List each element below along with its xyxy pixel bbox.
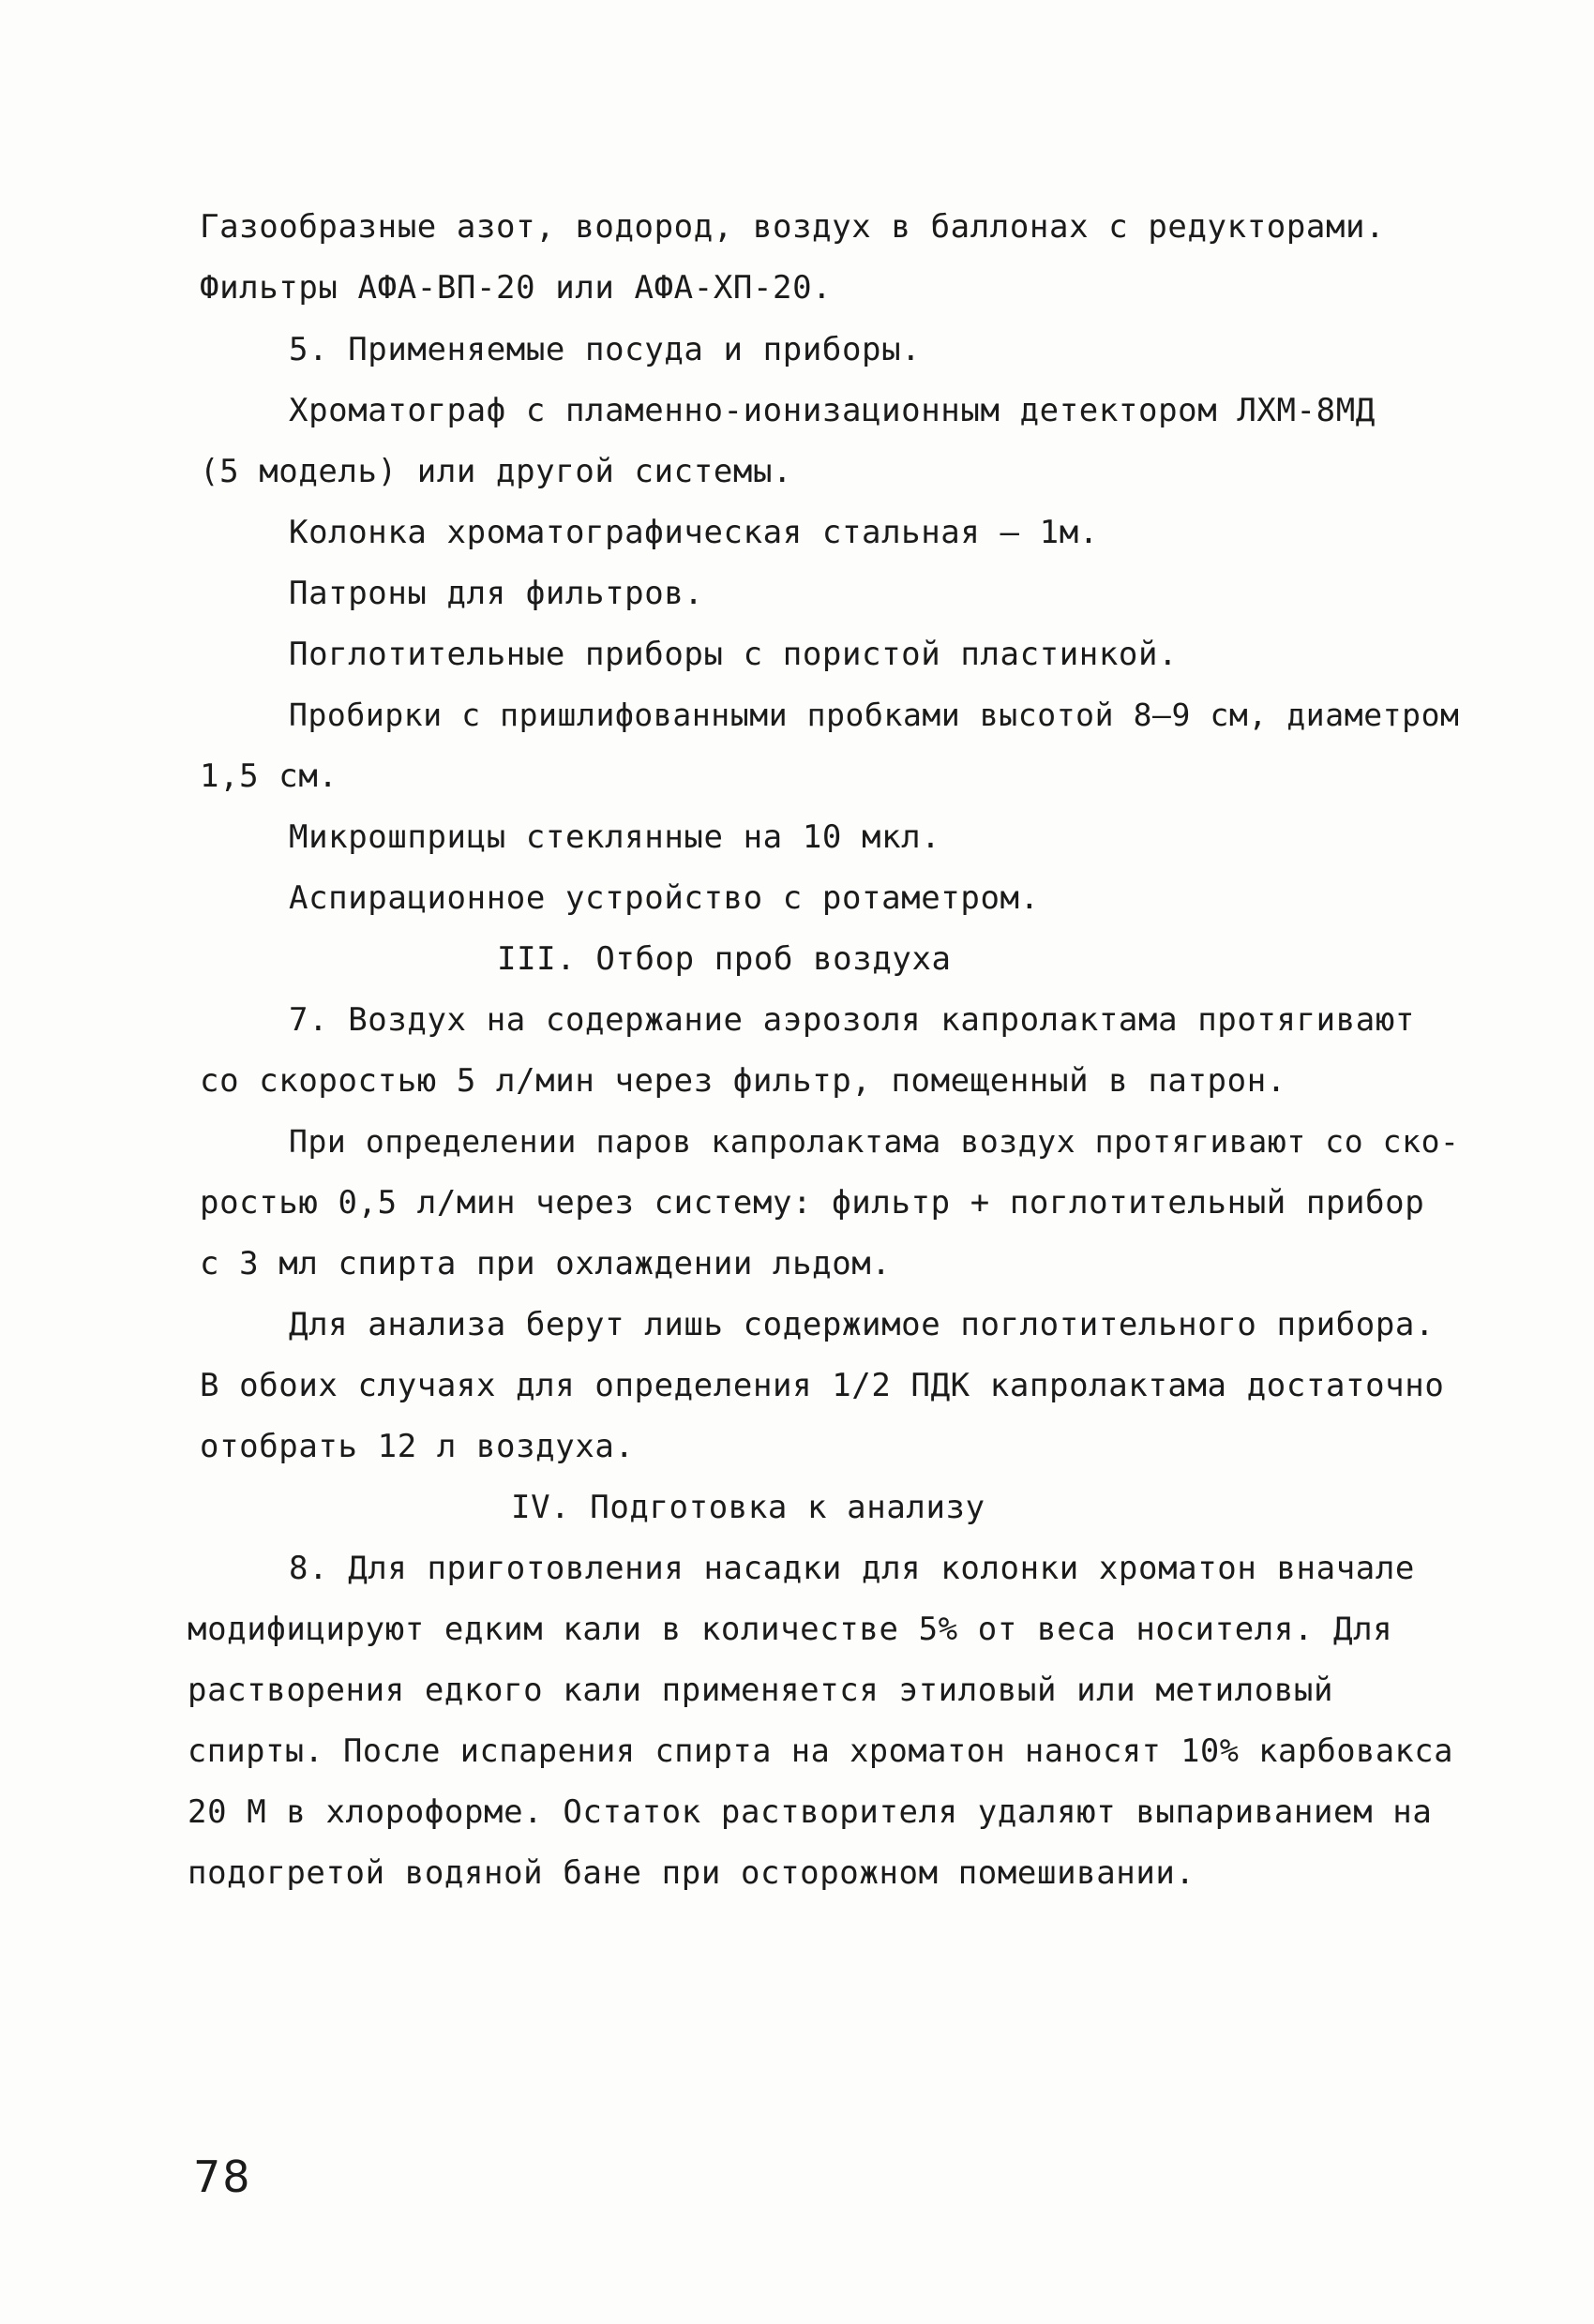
text-line-1: Газообразные азот, водород, воздух в баллонах с редукторами.: [200, 208, 1386, 246]
text-line-28: подогретой водяной бане при осторожном помешивании.: [188, 1854, 1196, 1892]
text-line-14: 7. Воздух на содержание аэрозоля капролактама протягивают: [289, 1001, 1415, 1039]
text-line-26: спирты. После испарения спирта на хроматон наносят 10% карбовакса: [188, 1732, 1453, 1769]
text-line-4: Хроматограф с пламенно-ионизационным детектором ЛХМ-8МД: [289, 392, 1376, 429]
text-line-21: отобрать 12 л воздуха.: [200, 1428, 635, 1465]
text-line-19: Для анализа берут лишь содержимое поглотительного прибора.: [289, 1306, 1436, 1343]
section-3-heading: III. Отбор проб воздуха: [497, 940, 952, 978]
text-line-6: Колонка хроматографическая стальная – 1м.: [289, 514, 1099, 551]
text-line-15: со скоростью 5 л/мин через фильтр, помещенный в патрон.: [200, 1062, 1286, 1100]
text-line-8: Поглотительные приборы с пористой пластинкой.: [289, 636, 1179, 673]
text-line-12: Аспирационное устройство с ротаметром.: [289, 879, 1040, 917]
text-line-23: 8. Для приготовления насадки для колонки хроматон вначале: [289, 1550, 1415, 1587]
section-4-heading: IV. Подготовка к анализу: [511, 1489, 985, 1526]
text-line-9: Пробирки с пришлифованными пробками высотой 8–9 см, диаметром: [289, 697, 1460, 733]
section-5-heading: 5. Применяемые посуда и приборы.: [289, 331, 922, 368]
text-line-16: При определении паров капролактама воздух протягивают со ско-: [289, 1123, 1460, 1160]
text-line-17: ростью 0,5 л/мин через систему: фильтр + поглотительный прибор: [200, 1184, 1425, 1222]
text-line-2: Фильтры АФА-ВП-20 или АФА-ХП-20.: [200, 269, 833, 307]
text-line-25: растворения едкого кали применяется этиловый или метиловый: [188, 1672, 1334, 1709]
text-line-11: Микрошприцы стеклянные на 10 мкл.: [289, 818, 941, 856]
text-line-10: 1,5 см.: [200, 757, 338, 795]
text-line-5: (5 модель) или другой системы.: [200, 453, 793, 490]
text-line-7: Патроны для фильтров.: [289, 575, 704, 612]
page-number: 78: [193, 2152, 252, 2202]
text-line-27: 20 М в хлороформе. Остаток растворителя удаляют выпариванием на: [188, 1793, 1433, 1831]
text-line-18: с 3 мл спирта при охлаждении льдом.: [200, 1245, 892, 1282]
text-line-20: В обоих случаях для определения 1/2 ПДК капролактама достаточно: [200, 1367, 1445, 1404]
text-line-24: модифицируют едким кали в количестве 5% от веса носителя. Для: [188, 1611, 1393, 1648]
